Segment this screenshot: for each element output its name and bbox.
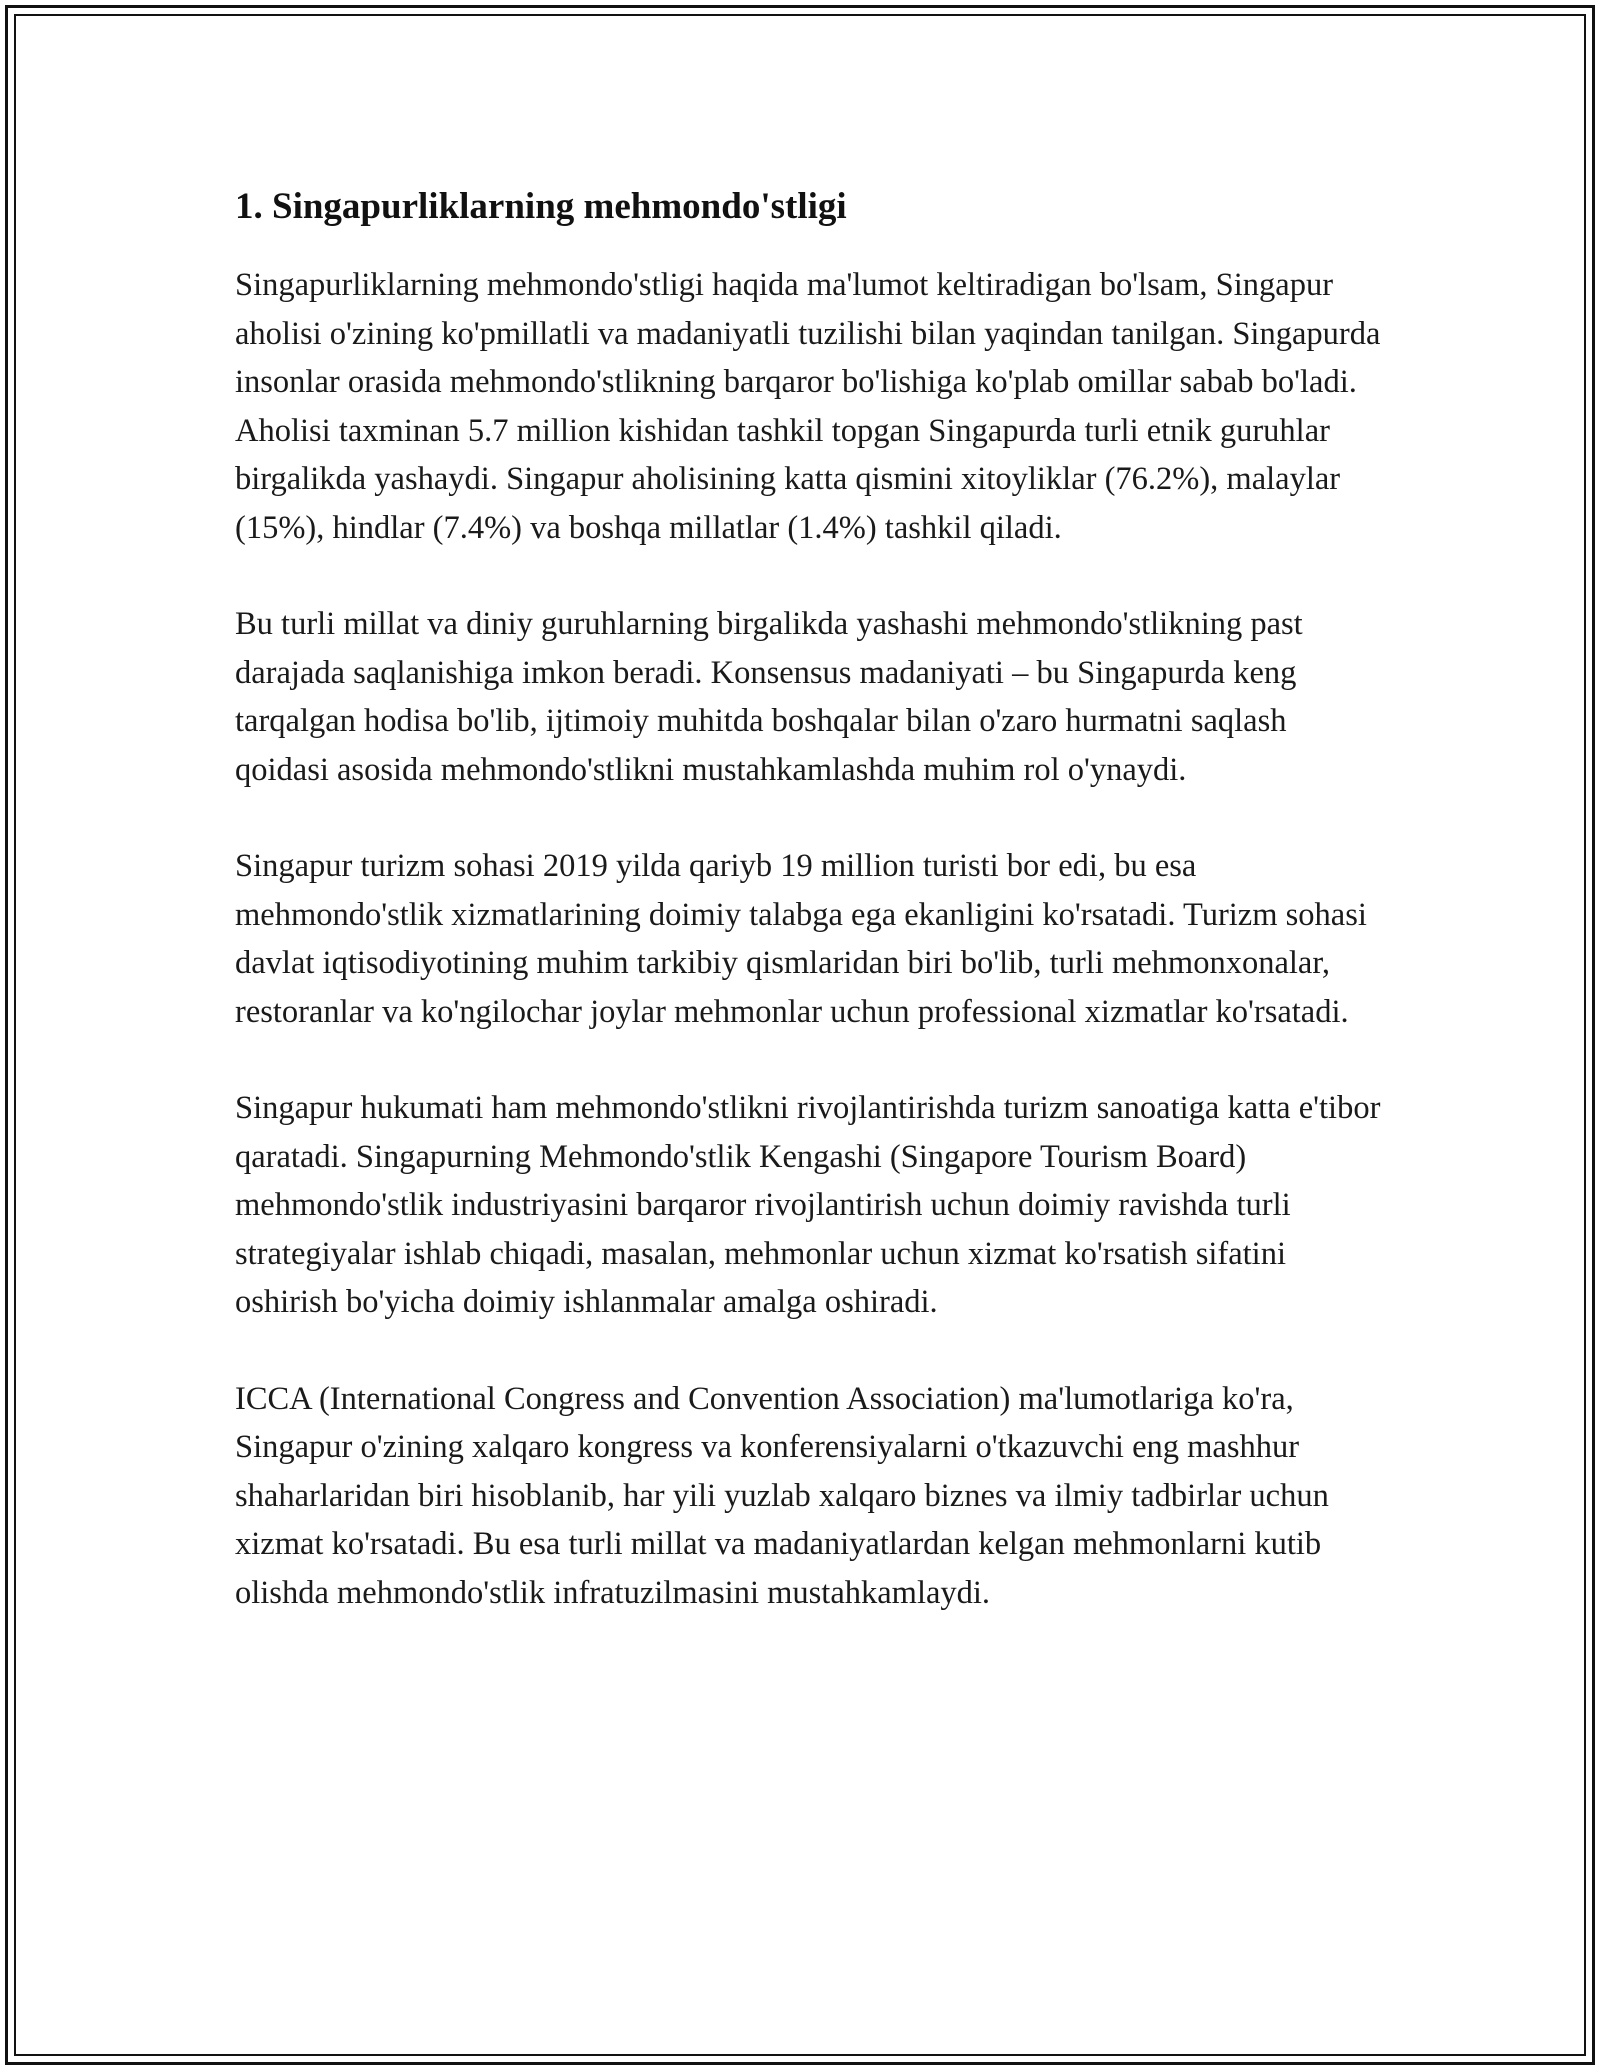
- paragraph-tourism-board: Singapur hukumati ham mehmondo'stlikni rivojlantirishda turizm sanoatiga katta e'tibor qaratadi. Singapurning Mehmondo'stlik Kengashi (Singapore Tourism Board) mehmondo'stlik industriyasini barqaror rivojlantirish uchun doimiy ravishda turli strategiyalar ishlab chiqadi, masalan, mehmonlar uchun xizmat ko'rsatish sifatini oshirish bo'yicha doimiy ishlanmalar amalga oshiradi.: [235, 1090, 1381, 1321]
- document-body: [235, 183, 1385, 1665]
- paragraph-tourism: Singapur turizm sohasi 2019 yilda qariyb 19 million turisti bor edi, bu esa mehmondo'stlik xizmatlarining doimiy talabga ega ekanligini ko'rsatadi. Turizm sohasi davlat iqtisodiyotining muhim tarkibiy qismlaridan biri bo'lib, turli mehmonxonalar, restoranlar va ko'ngilochar joylar mehmonlar uchun professional xizmatlar ko'rsatadi.: [235, 848, 1367, 1030]
- paragraph-population: Singapurliklarning mehmondo'stligi haqida ma'lumot keltiradigan bo'lsam, Singapur aholisi o'zining ko'pmillatli va madaniyatli tuzilishi bilan yaqindan tanilgan. Singapurda insonlar orasida mehmondo'stlikning barqaror bo'lishiga ko'plab omillar sabab bo'ladi. Aholisi taxminan 5.7 million kishidan tashkil topgan Singapurda turli etnik guruhlar birgalikda yashaydi. Singapur aholisining katta qismini xitoyliklar (76.2%), malaylar (15%), hindlar (7.4%) va boshqa millatlar (1.4%) tashkil qiladi.: [235, 267, 1381, 546]
- paragraph-icca: ICCA (International Congress and Convention Association) ma'lumotlariga ko'ra, Singapur o'zining xalqaro kongress va konferensiyalarni o'tkazuvchi eng mashhur shaharlaridan biri hisoblanib, har yili yuzlab xalqaro biznes va ilmiy tadbirlar uchun xizmat ko'rsatadi. Bu esa turli millat va madaniyatlardan kelgan mehmonlarni kutib olishda mehmondo'stlik infratuzilmasini mustahkamlaydi.: [235, 1380, 1329, 1611]
- section-heading: 1. Singapurliklarning mehmondo'stligi: [235, 186, 847, 227]
- paragraph-consensus-culture: Bu turli millat va diniy guruhlarning birgalikda yashashi mehmondo'stlikning past darajada saqlanishiga imkon beradi. Konsensus madaniyati – bu Singapurda keng tarqalgan hodisa bo'lib, ijtimoiy muhitda boshqalar bilan o'zaro hurmatni saqlash qoidasi asosida mehmondo'stlikni mustahkamlashda muhim rol o'ynaydi.: [235, 606, 1303, 788]
